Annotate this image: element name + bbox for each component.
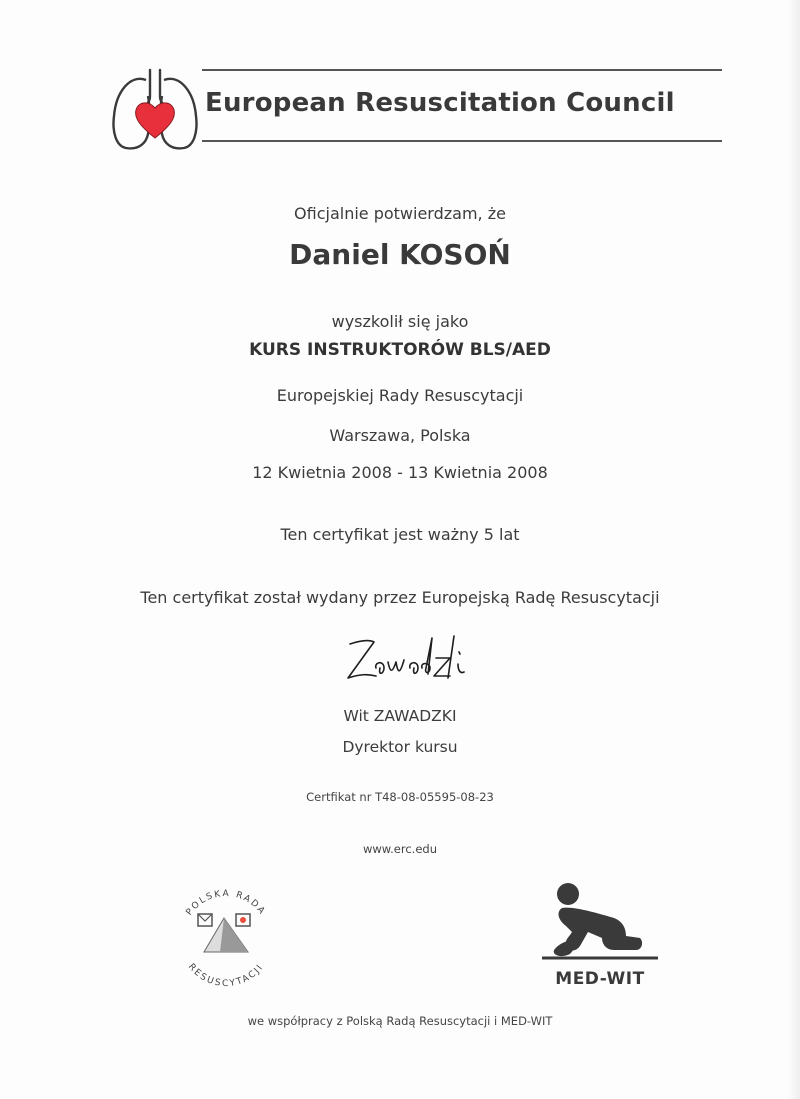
signatory-name: Wit ZAWADZKI [343, 707, 457, 725]
header-bottom-rule [202, 140, 722, 142]
svg-text:POLSKA RADA: POLSKA RADA [184, 888, 268, 918]
footer-text: we współpracy z Polską Radą Resuscytacji i MED-WIT [247, 1014, 553, 1028]
recipient-name: Daniel KOSOŃ [289, 238, 511, 271]
intro-text: Oficjalnie potwierdzam, że [294, 204, 506, 223]
medwit-logo-text: MED-WIT [555, 969, 645, 989]
validity-text: Ten certyfikat jest ważny 5 lat [280, 525, 520, 544]
svg-text:RESUSCYTACJI: RESUSCYTACJI [185, 962, 267, 990]
header-top-rule [202, 69, 722, 71]
organization-title: European Resuscitation Council [205, 88, 675, 118]
prr-seal-icon [170, 878, 282, 990]
scan-shadow [788, 0, 800, 1099]
website-text: www.erc.edu [362, 842, 437, 856]
location-text: Warszawa, Polska [329, 426, 471, 445]
lungs-heart-icon [110, 66, 200, 154]
signature-image [340, 628, 490, 690]
issued-by-text: Ten certyfikat został wydany przez Europejską Radę Resuscytacji [140, 588, 660, 607]
signatory-role: Dyrektor kursu [342, 738, 458, 756]
certificate-number: Certfikat nr T48-08-05595-08-23 [306, 790, 494, 804]
trained-as-text: wyszkolił się jako [331, 312, 469, 331]
cpr-figure-icon [540, 880, 660, 962]
organization-text: Europejskiej Rady Resuscytacji [276, 386, 524, 405]
dates-text: 12 Kwietnia 2008 - 13 Kwietnia 2008 [252, 463, 548, 482]
course-title: KURS INSTRUKTORÓW BLS/AED [249, 340, 551, 360]
